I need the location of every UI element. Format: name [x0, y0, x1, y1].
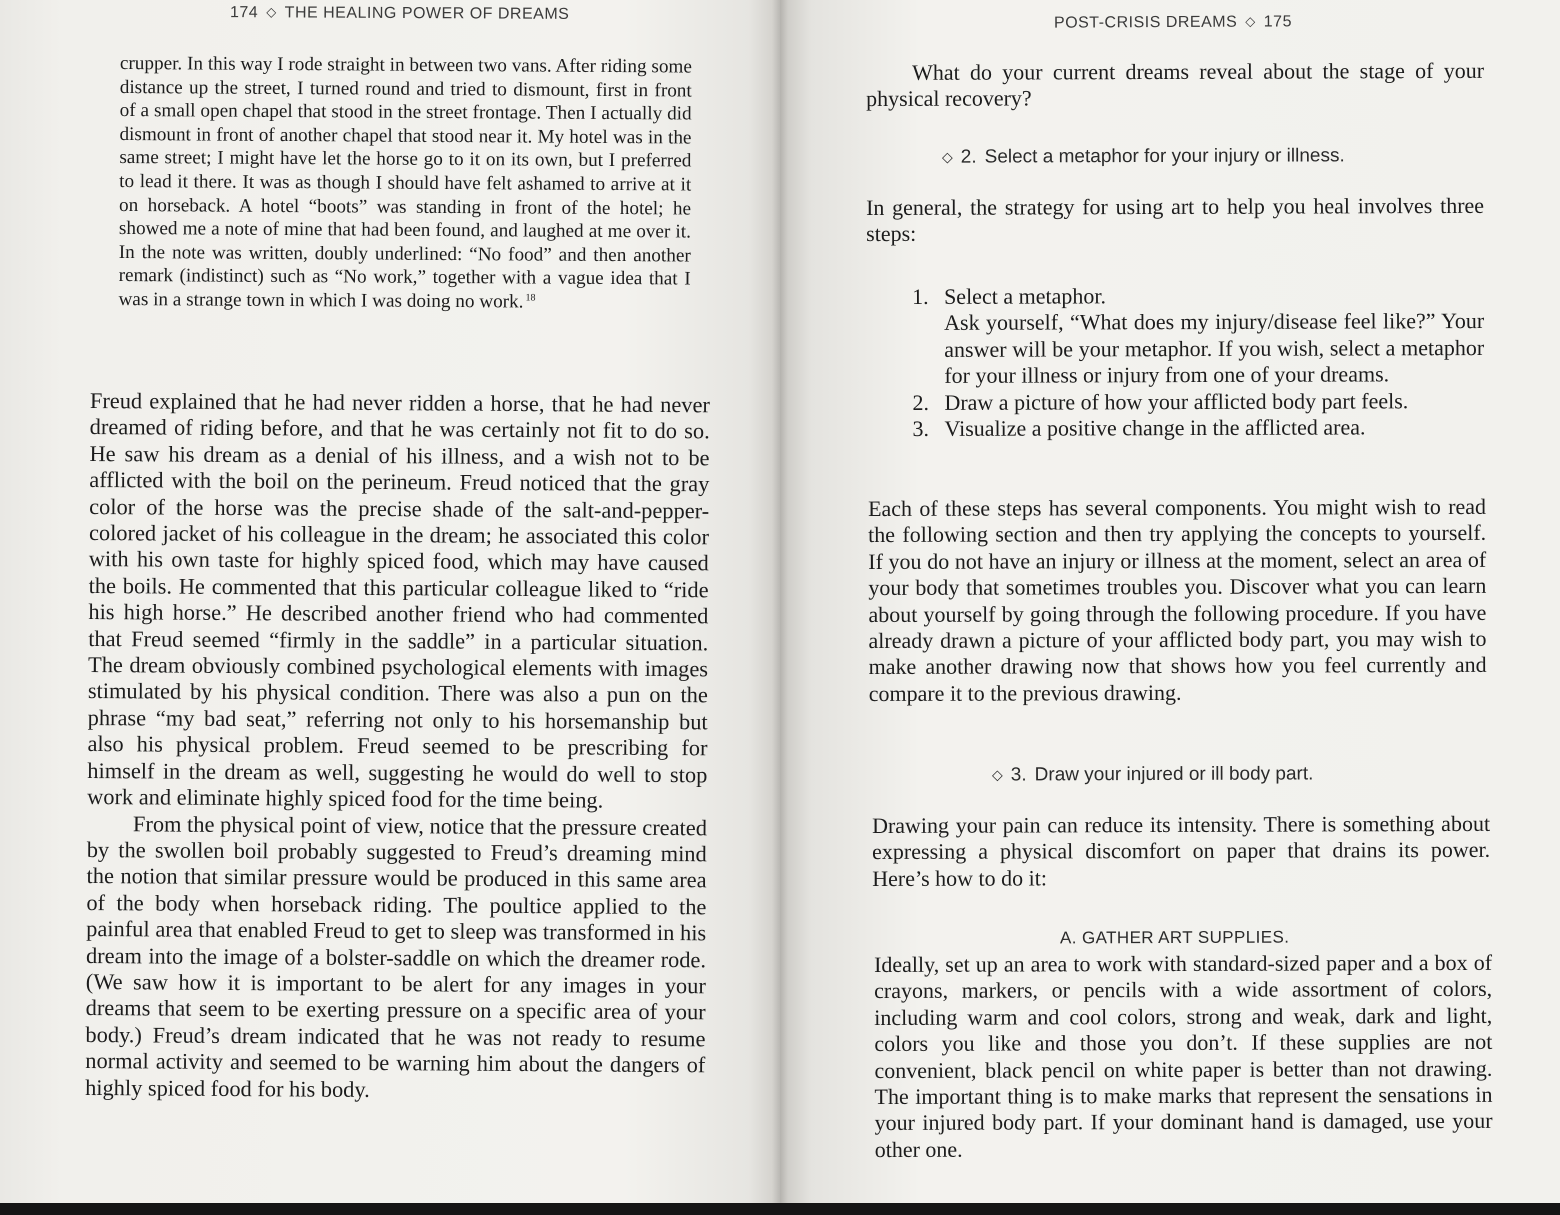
steps-list: [912, 282, 1485, 442]
left-page-number: 174: [229, 4, 259, 22]
dream-quote-paragraph: [118, 52, 692, 315]
paragraph-freud-explained: Freud explained that he had never ridden a horse, that he had never dreamed of riding before, and that he was certainly not fit to do so. He saw his dream as a denial of his illness, and a wish not to be afflicted with the boil on the perineum. Freud noticed that the gray color of the horse was the precise shade of the salt-and-pepper-colored jacket of his colleague in the dream; he associated this color with his own taste for highly spiced food, which may have caused the boils. He commented that this particular colleague liked to “ride his high horse.” He described another friend who had commented that Freud seemed “firmly in the saddle” in a particular situation. The dream obviously combined psychological elements with images stimulated by his physical condition. There was also a pun on the phrase “my bad seat,” referring not only to his horsemanship but also his physical problem. Freud seemed to be prescribing for himself in the dream as well, suggesting he would do well to stop work and eliminate highly spiced food for the time being.: [87, 388, 710, 813]
left-running-head: [230, 4, 569, 24]
diamond-icon: ◇: [266, 4, 277, 20]
step-detail: Ask yourself, “What does my injury/disease feel like?” Your answer will be your metaphor. If you wish, select a metaphor for your illness or injury from one of your dreams.: [944, 308, 1485, 389]
scanner-edge: [0, 1203, 1560, 1215]
paragraph-drawing-pain: Drawing your pain can reduce its intensity. There is something about expressing a physical discomfort on paper that drains its power. Here’s how to do it:: [872, 810, 1491, 891]
section-3-number: 3.: [1010, 764, 1027, 786]
book-gutter: [772, 0, 788, 1205]
step-title: Draw a picture of how your afflicted body part feels.: [944, 387, 1409, 415]
recovery-question: What do your current dreams reveal about the stage of your physical recovery?: [866, 57, 1485, 112]
steps-intro: In general, the strategy for using art to help you heal involves three steps:: [866, 192, 1485, 247]
step-title: Select a metaphor.: [943, 283, 1106, 309]
paragraph-each-step: Each of these steps has several components. You might wish to read the following section and then try applying the concepts to yourself. If you do not have an injury or illness at the moment, select an area of your body that sometimes troubles you. Discover what you can learn about yourself by going through the following procedure. If you have already drawn a picture of your afflicted body part, you may wish to make another drawing now that shows how you feel currently and compare it to the previous drawing.: [868, 493, 1487, 706]
diamond-icon: ◇: [1245, 13, 1256, 29]
section-heading-3: [992, 763, 1314, 786]
subsection-heading-a: A. GATHER ART SUPPLIES.: [1059, 927, 1290, 948]
paragraph-art-supplies: Ideally, set up an area to work with standard-sized paper and a box of crayons, markers, or pencils with a wide assortment of colors, including warm and cool colors, strong and weak, dark and light, colors you like and those you don’t. If these supplies are not convenient, black pencil on white paper is better than not drawing. The important thing is to make marks that represent the sensations in your injured body part. If your dominant hand is damaged, use your other one.: [874, 949, 1493, 1162]
diamond-icon: ◇: [991, 766, 1003, 783]
section-2-number: 2.: [960, 146, 977, 168]
right-running-title: POST-CRISIS DREAMS: [1053, 13, 1238, 32]
list-item: [912, 414, 1484, 442]
freud-commentary: [85, 388, 710, 1105]
step-title: Visualize a positive change in the afflicted area.: [944, 414, 1366, 441]
diamond-icon: ◇: [941, 148, 953, 165]
left-running-title: THE HEALING POWER OF DREAMS: [284, 4, 570, 23]
dream-quote-block: [118, 52, 692, 315]
step-number: 1.: [912, 283, 929, 309]
right-page-number: 175: [1263, 13, 1292, 31]
section-2-title: Select a metaphor for your injury or illness.: [984, 145, 1345, 168]
right-running-head: [1054, 13, 1292, 32]
step-number: 2.: [912, 389, 929, 415]
section-heading-2: [942, 145, 1345, 168]
list-item: [912, 388, 1484, 416]
section-3-title: Draw your injured or ill body part.: [1034, 763, 1314, 786]
left-page: [0, 0, 780, 1205]
footnote-marker: 18: [525, 292, 536, 304]
dream-quote-text: crupper. In this way I rode straight in between two vans. After riding some distance up the street, I turned round and tried to dismount, first in front of a small open chapel that stood in the street frontage. Then I actually did dismount in front of another chapel that stood near it. My hotel was in the same street; I might have let the horse go to it on its own, but I preferred to lead it there. It was as though I should have felt ashamed to arrive at it on horseback. A hotel “boots” was standing in front of the hotel; he showed me a note of mine that had been found, and laughed at me over it. In the note was written, doubly underlined: “No food” and then another remark (indistinct) such as “No work,” together with a vague idea that I was in a strange town in which I was doing no work.: [118, 52, 692, 313]
step-number: 3.: [912, 415, 930, 442]
paragraph-physical-point: From the physical point of view, notice that the pressure created by the swollen boil probably suggested to Freud’s dreaming mind the notion that similar pressure would be produced in this same area of the body when horseback riding. The poultice applied to the painful area that enabled Freud to get to sleep was transformed in his dream into the image of a bolster-saddle on which the dreamer rode. (We saw how it is important to be alert for any images in your dreams that seem to be exerting pressure on a specific area of your body.) Freud’s dream indicated that he was not ready to resume normal activity and seemed to be warning him about the dangers of highly spiced food for his body.: [85, 810, 708, 1102]
list-item: [912, 282, 1484, 390]
